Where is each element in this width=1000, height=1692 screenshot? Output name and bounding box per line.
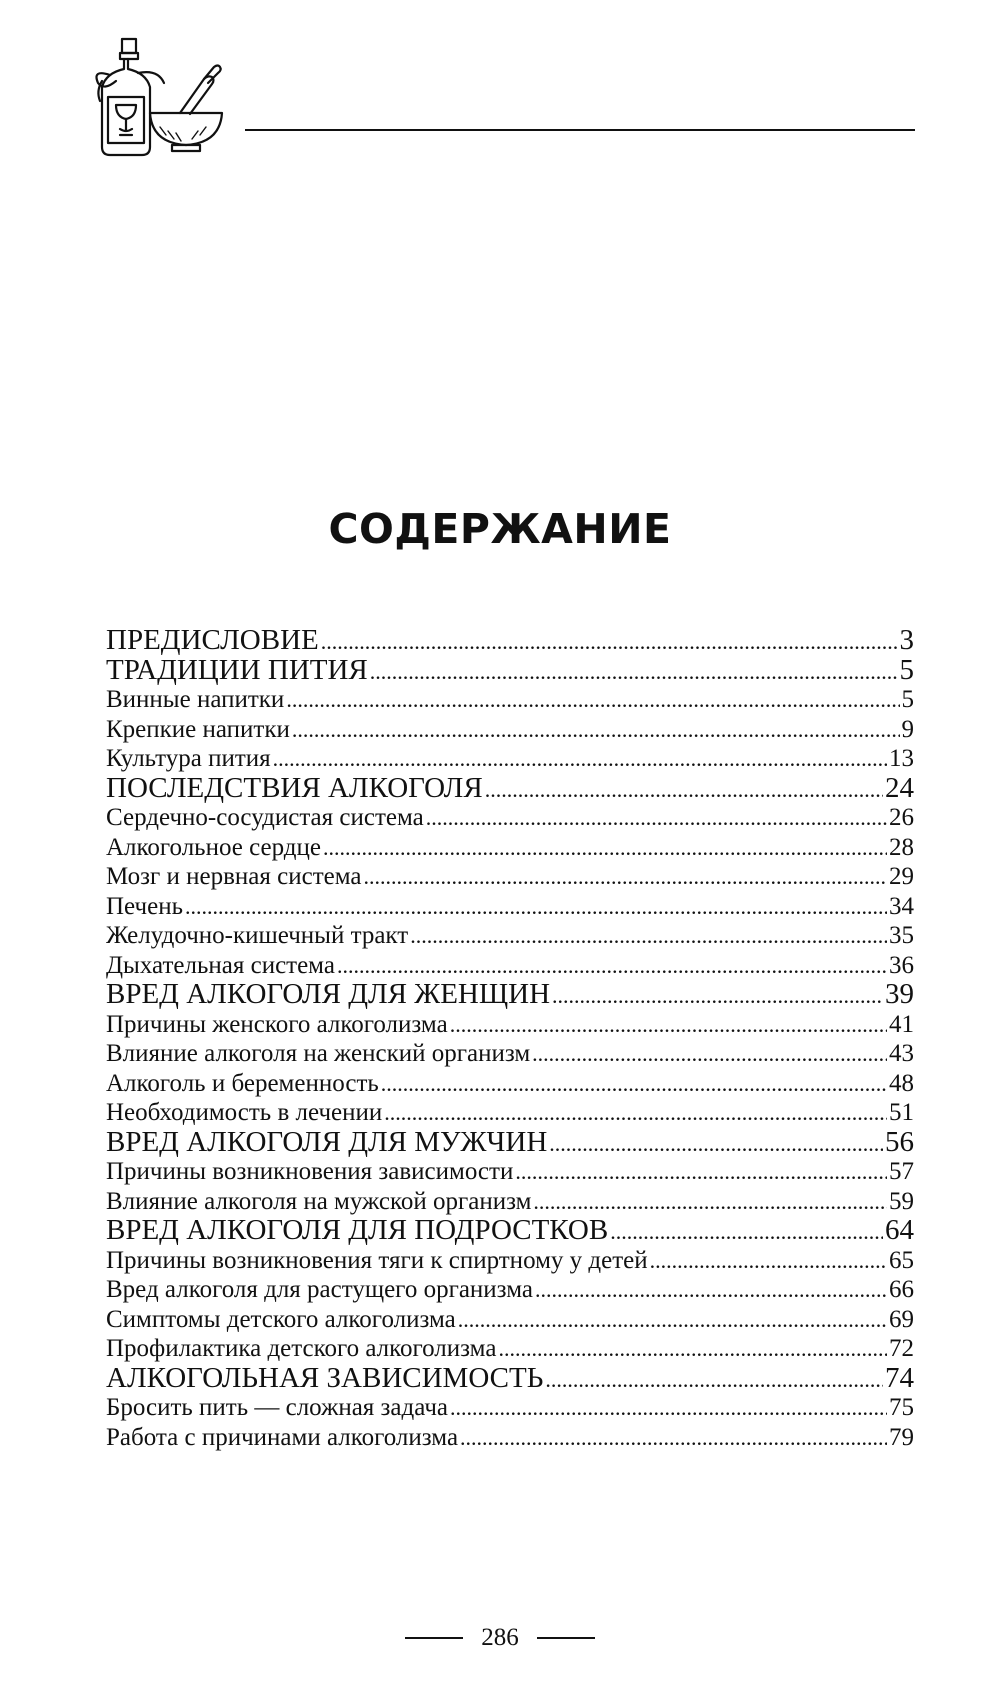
toc-entry-label: Профилактика детского алкоголизма xyxy=(106,1335,497,1362)
toc-entry-label: Влияние алкоголя на женский организм xyxy=(106,1040,531,1067)
toc-entry-page: 79 xyxy=(889,1423,914,1451)
toc-entry xyxy=(106,1098,914,1128)
toc-dot-leader xyxy=(292,715,900,745)
toc-entry-page: 5 xyxy=(901,686,914,713)
toc-entry-page: 9 xyxy=(901,715,914,743)
toc-dot-leader xyxy=(286,685,899,715)
toc-entry xyxy=(106,1187,914,1217)
toc-entry-page: 29 xyxy=(889,863,914,890)
toc-entry-label: Алкогольное сердце xyxy=(106,833,321,861)
toc-entry xyxy=(106,1393,914,1423)
toc-entry-label: Причины возникновения зависимости xyxy=(106,1158,514,1185)
toc-entry-page: 64 xyxy=(885,1214,914,1246)
toc-entry xyxy=(106,1157,914,1187)
toc-entry-label: Мозг и нервная система xyxy=(106,863,362,890)
toc-dot-leader xyxy=(458,1305,887,1335)
toc-entry-label: АЛКОГОЛЬНАЯ ЗАВИСИМОСТЬ xyxy=(106,1361,544,1394)
toc-entry xyxy=(106,771,914,804)
toc-dot-leader xyxy=(185,892,887,922)
toc-entry xyxy=(106,1216,914,1246)
toc-entry-page: 41 xyxy=(889,1010,914,1038)
toc-entry-label: Вред алкоголя для растущего организма xyxy=(106,1276,533,1303)
toc-dot-leader xyxy=(552,981,883,1011)
table-of-contents xyxy=(106,626,914,1452)
toc-dot-leader xyxy=(321,627,898,657)
toc-dot-leader xyxy=(650,1246,887,1276)
toc-dot-leader xyxy=(460,1423,887,1453)
toc-dot-leader xyxy=(532,1039,887,1069)
toc-entry-label: Причины возникновения тяги к спиртному у детей xyxy=(106,1246,648,1274)
toc-entry xyxy=(106,1305,914,1335)
toc-dot-leader xyxy=(549,1129,883,1159)
toc-dot-leader xyxy=(533,1187,887,1217)
toc-dot-leader xyxy=(273,744,887,774)
toc-dot-leader xyxy=(381,1069,887,1099)
toc-entry xyxy=(106,1125,914,1158)
toc-entry-label: ВРЕД АЛКОГОЛЯ ДЛЯ МУЖЧИН xyxy=(106,1125,548,1158)
toc-entry-label: ВРЕД АЛКОГОЛЯ ДЛЯ ЖЕНЩИН xyxy=(106,978,551,1010)
toc-entry-page: 69 xyxy=(889,1305,914,1333)
toc-entry-label: Влияние алкоголя на мужской организм xyxy=(106,1187,532,1215)
toc-entry-label: ТРАДИЦИИ ПИТИЯ xyxy=(106,653,368,686)
header-rule xyxy=(245,129,915,131)
toc-entry-label: ПРЕДИСЛОВИЕ xyxy=(106,624,319,656)
toc-entry-page: 5 xyxy=(899,653,914,686)
toc-entry-label: Винные напитки xyxy=(106,686,285,713)
toc-entry xyxy=(106,862,914,892)
toc-entry xyxy=(106,1334,914,1364)
toc-entry-page: 75 xyxy=(889,1394,914,1421)
page-number: 286 xyxy=(481,1624,519,1651)
toc-entry-page: 43 xyxy=(889,1040,914,1067)
toc-entry-label: Культура пития xyxy=(106,745,271,772)
toc-entry xyxy=(106,715,914,745)
toc-entry-page: 26 xyxy=(889,804,914,831)
toc-entry-label: Крепкие напитки xyxy=(106,715,290,743)
toc-entry-label: Причины женского алкоголизма xyxy=(106,1010,448,1038)
toc-entry-page: 65 xyxy=(889,1246,914,1274)
page-title: СОДЕРЖАНИЕ xyxy=(328,505,672,553)
toc-dot-leader xyxy=(450,1010,887,1040)
toc-dot-leader xyxy=(426,803,887,833)
toc-entry-page: 13 xyxy=(889,745,914,772)
toc-dot-leader xyxy=(535,1275,887,1305)
toc-entry-page: 35 xyxy=(889,922,914,949)
toc-entry-page: 56 xyxy=(885,1125,914,1158)
toc-dot-leader xyxy=(545,1365,883,1395)
toc-dot-leader xyxy=(363,862,887,892)
toc-entry xyxy=(106,1423,914,1453)
toc-dot-leader xyxy=(370,657,898,687)
toc-entry xyxy=(106,626,914,656)
toc-entry-page: 34 xyxy=(889,892,914,920)
toc-entry-label: Сердечно-сосудистая система xyxy=(106,804,424,831)
toc-entry-page: 66 xyxy=(889,1276,914,1303)
toc-entry xyxy=(106,1361,914,1394)
toc-entry xyxy=(106,1275,914,1305)
toc-entry xyxy=(106,803,914,833)
toc-entry-label: Печень xyxy=(106,892,183,920)
toc-entry-label: ПОСЛЕДСТВИЯ АЛКОГОЛЯ xyxy=(106,771,483,804)
toc-entry-page: 72 xyxy=(889,1335,914,1362)
toc-entry-label: Работа с причинами алкоголизма xyxy=(106,1423,459,1451)
toc-entry xyxy=(106,1069,914,1099)
toc-entry-label: Бросить пить — сложная задача xyxy=(106,1394,449,1421)
toc-entry-page: 28 xyxy=(889,833,914,861)
toc-entry-label: ВРЕД АЛКОГОЛЯ ДЛЯ ПОДРОСТКОВ xyxy=(106,1214,609,1246)
toc-entry xyxy=(106,1010,914,1040)
footer-rule-left xyxy=(405,1637,463,1639)
toc-entry-label: Дыхательная система xyxy=(106,951,335,979)
toc-entry xyxy=(106,951,914,981)
toc-entry xyxy=(106,685,914,715)
toc-entry xyxy=(106,744,914,774)
toc-entry-label: Алкоголь и беременность xyxy=(106,1069,379,1097)
toc-entry-page: 24 xyxy=(885,771,914,804)
toc-dot-leader xyxy=(610,1217,883,1247)
toc-entry-label: Необходимость в лечении xyxy=(106,1099,383,1126)
toc-dot-leader xyxy=(515,1157,887,1187)
toc-entry-page: 39 xyxy=(885,978,914,1010)
toc-entry-page: 36 xyxy=(889,951,914,979)
toc-dot-leader xyxy=(485,775,883,805)
toc-entry-label: Симптомы детского алкоголизма xyxy=(106,1305,456,1333)
toc-entry xyxy=(106,921,914,951)
toc-entry xyxy=(106,653,914,686)
toc-dot-leader xyxy=(498,1334,887,1364)
toc-dot-leader xyxy=(384,1098,887,1128)
toc-entry xyxy=(106,1039,914,1069)
page-footer xyxy=(0,1618,1000,1658)
apothecary-bottle-and-mortar-icon xyxy=(80,35,240,160)
toc-entry-page: 57 xyxy=(889,1158,914,1185)
toc-entry xyxy=(106,1246,914,1276)
toc-entry xyxy=(106,980,914,1010)
toc-entry xyxy=(106,892,914,922)
toc-entry-page: 48 xyxy=(889,1069,914,1097)
toc-dot-leader xyxy=(323,833,887,863)
toc-entry-page: 74 xyxy=(885,1361,914,1394)
toc-dot-leader xyxy=(410,921,887,951)
toc-entry-label: Желудочно-кишечный тракт xyxy=(106,922,409,949)
toc-entry-page: 3 xyxy=(899,624,914,656)
toc-dot-leader xyxy=(450,1393,887,1423)
toc-entry-page: 51 xyxy=(889,1099,914,1126)
toc-dot-leader xyxy=(337,951,887,981)
toc-entry-page: 59 xyxy=(889,1187,914,1215)
footer-rule-right xyxy=(537,1637,595,1639)
toc-entry xyxy=(106,833,914,863)
